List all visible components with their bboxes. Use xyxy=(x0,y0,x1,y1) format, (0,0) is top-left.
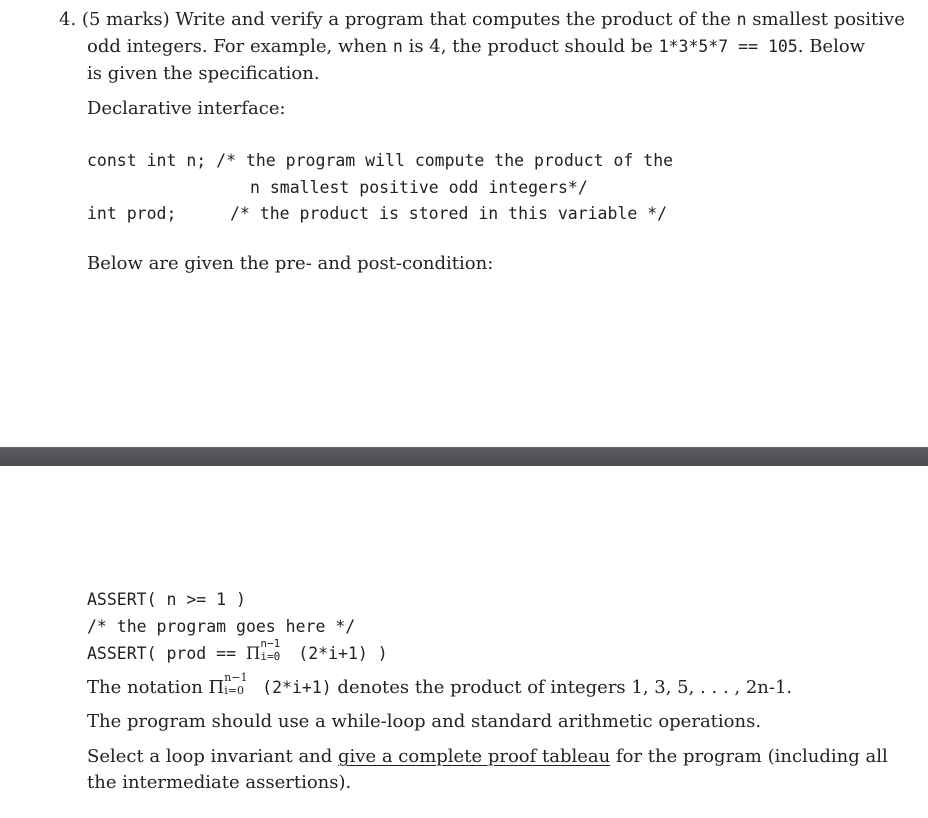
precondition-assert: ASSERT( n >= 1 ) xyxy=(87,590,246,609)
product-limits: n−1 i=0 xyxy=(260,637,281,663)
question-line-3: is given the specification. xyxy=(87,63,320,84)
product-symbol: Π xyxy=(245,644,261,663)
notation-line: The notation Π n−1 i=0 (2*i+1) denotes the product of integers 1, 3, 5, . . . , 2n-1. xyxy=(87,671,793,698)
product-limits: n−1 i=0 xyxy=(224,671,248,697)
question-line-2: odd integers. For example, when n is 4, the product should be 1*3*5*7 == 105. Below xyxy=(87,36,866,57)
declarative-heading: Declarative interface: xyxy=(87,98,286,119)
product-symbol: Π xyxy=(208,677,225,698)
question-number: 4. xyxy=(59,9,77,30)
question-line-1: 4. (5 marks) Write and verify a program that computes the product of the n smallest positive xyxy=(59,9,905,30)
task-line-1: Select a loop invariant and give a complete proof tableau for the program (including all xyxy=(87,746,888,767)
postcondition-assert: ASSERT( prod == Π n−1 i=0 (2*i+1) ) xyxy=(87,637,388,663)
code-line-2: n smallest positive odd integers*/ xyxy=(250,178,588,197)
code-line-1: const int n; /* the program will compute the product of the xyxy=(87,151,674,170)
page-separator xyxy=(0,447,928,466)
underlined-instruction: give a complete proof tableau xyxy=(338,746,611,767)
code-line-3a: int prod; xyxy=(87,204,177,223)
task-line-2: the intermediate assertions). xyxy=(87,772,352,793)
program-placeholder-comment: /* the program goes here */ xyxy=(87,617,356,636)
conditions-heading: Below are given the pre- and post-condition: xyxy=(87,253,494,274)
loop-requirement: The program should use a while-loop and standard arithmetic operations. xyxy=(87,711,762,732)
code-line-3b: /* the product is stored in this variable */ xyxy=(230,204,668,223)
